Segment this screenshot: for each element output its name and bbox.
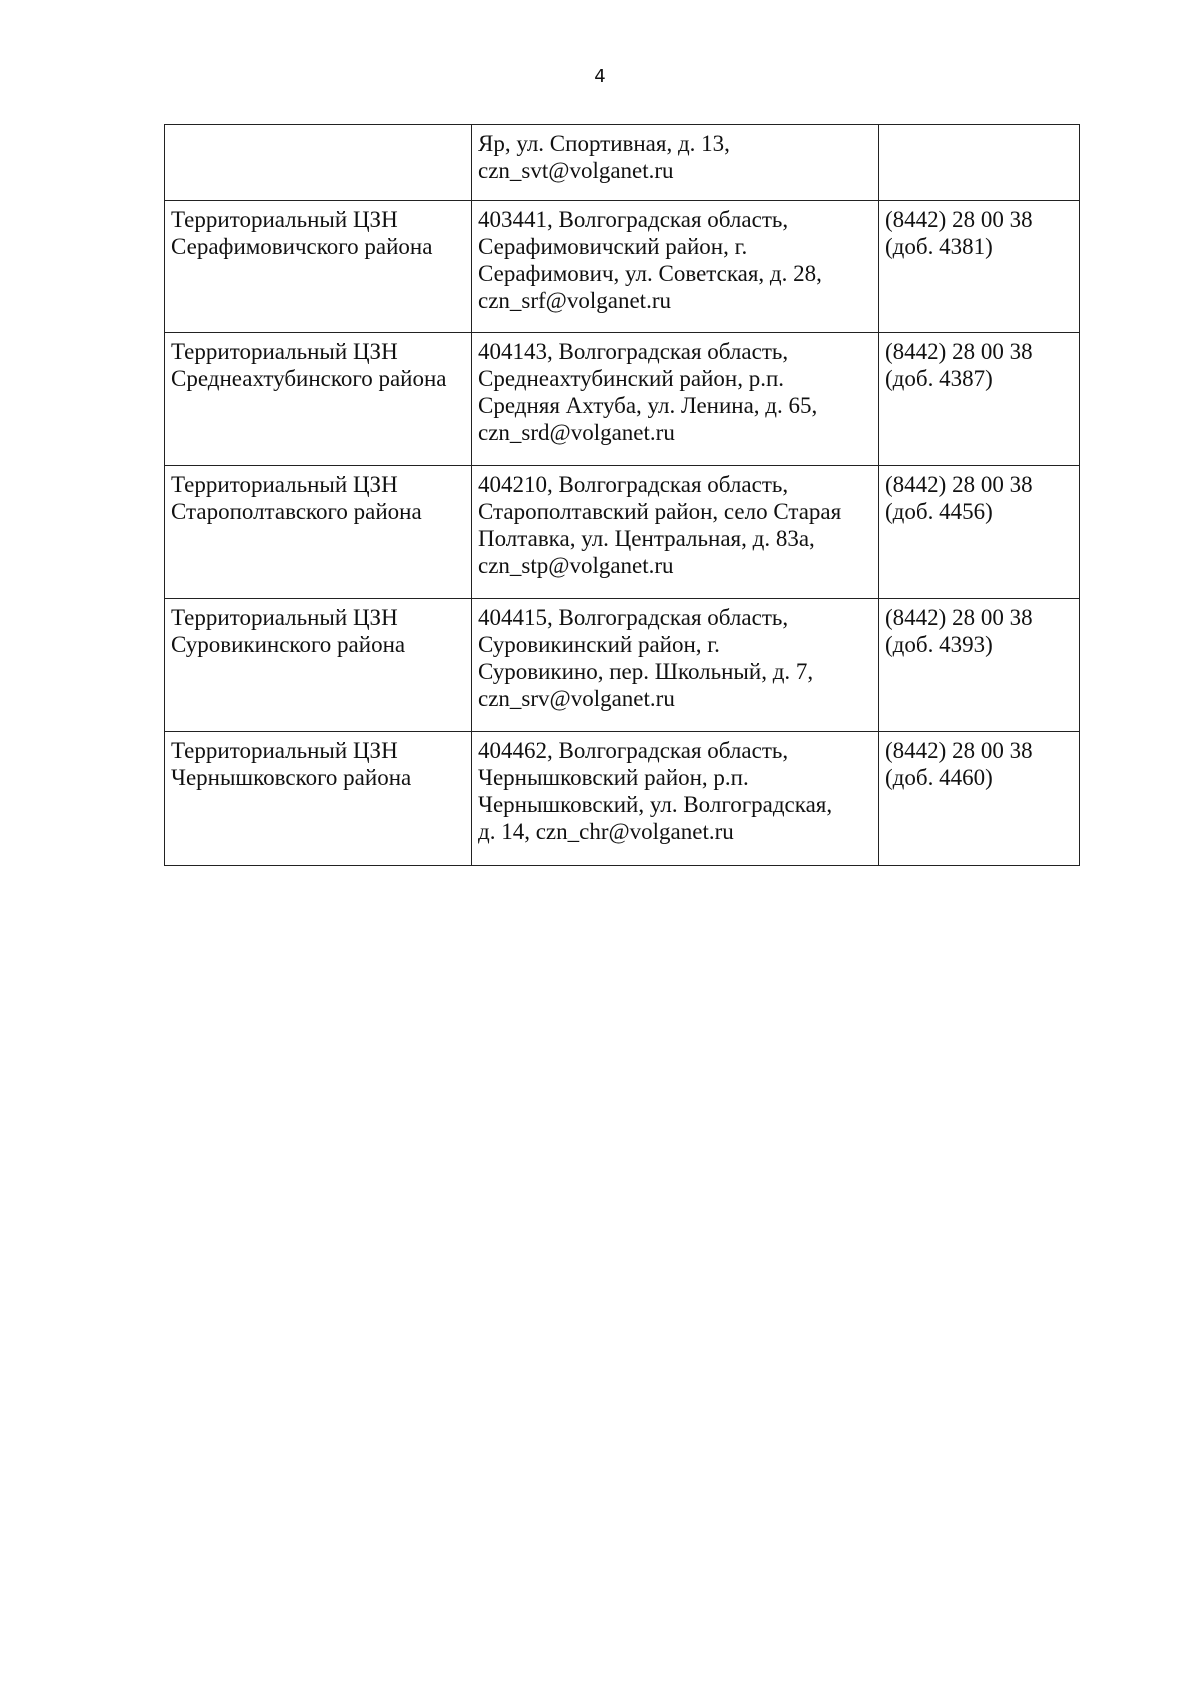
table-row	[165, 732, 1080, 866]
phone-cell	[879, 125, 1080, 201]
table-row	[165, 201, 1080, 333]
address-cell: 404210, Волгоградская область, Старополтавский район, село Старая Полтавка, ул. Центральная, д. 83а, czn_stp@volganet.ru	[472, 466, 879, 599]
table-row	[165, 333, 1080, 466]
center-name-cell: Территориальный ЦЗН Серафимовичского района	[165, 201, 472, 333]
address-cell: 403441, Волгоградская область, Серафимовичский район, г. Серафимович, ул. Советская, д. 28, czn_srf@volganet.ru	[472, 201, 879, 333]
center-name-cell: Территориальный ЦЗН Чернышковского района	[165, 732, 472, 866]
table-row	[165, 599, 1080, 732]
address-cell: Яр, ул. Спортивная, д. 13, czn_svt@volganet.ru	[472, 125, 879, 201]
table-row	[165, 466, 1080, 599]
contacts-table	[164, 124, 1080, 866]
address-cell: 404462, Волгоградская область, Чернышковский район, р.п. Чернышковский, ул. Волгоградская, д. 14, czn_chr@volganet.ru	[472, 732, 879, 866]
center-name-cell: Территориальный ЦЗН Старополтавского района	[165, 466, 472, 599]
phone-cell: (8442) 28 00 38 (доб. 4460)	[879, 732, 1080, 866]
table-row	[165, 125, 1080, 201]
center-name-cell	[165, 125, 472, 201]
address-cell: 404143, Волгоградская область, Среднеахтубинский район, р.п. Средняя Ахтуба, ул. Ленина, д. 65, czn_srd@volganet.ru	[472, 333, 879, 466]
phone-cell: (8442) 28 00 38 (доб. 4387)	[879, 333, 1080, 466]
page-number: 4	[594, 66, 606, 87]
phone-cell: (8442) 28 00 38 (доб. 4456)	[879, 466, 1080, 599]
phone-cell: (8442) 28 00 38 (доб. 4381)	[879, 201, 1080, 333]
phone-cell: (8442) 28 00 38 (доб. 4393)	[879, 599, 1080, 732]
center-name-cell: Территориальный ЦЗН Среднеахтубинского района	[165, 333, 472, 466]
contacts-table-body	[165, 125, 1080, 866]
address-cell: 404415, Волгоградская область, Суровикинский район, г. Суровикино, пер. Школьный, д. 7, czn_srv@volganet.ru	[472, 599, 879, 732]
center-name-cell: Территориальный ЦЗН Суровикинского района	[165, 599, 472, 732]
